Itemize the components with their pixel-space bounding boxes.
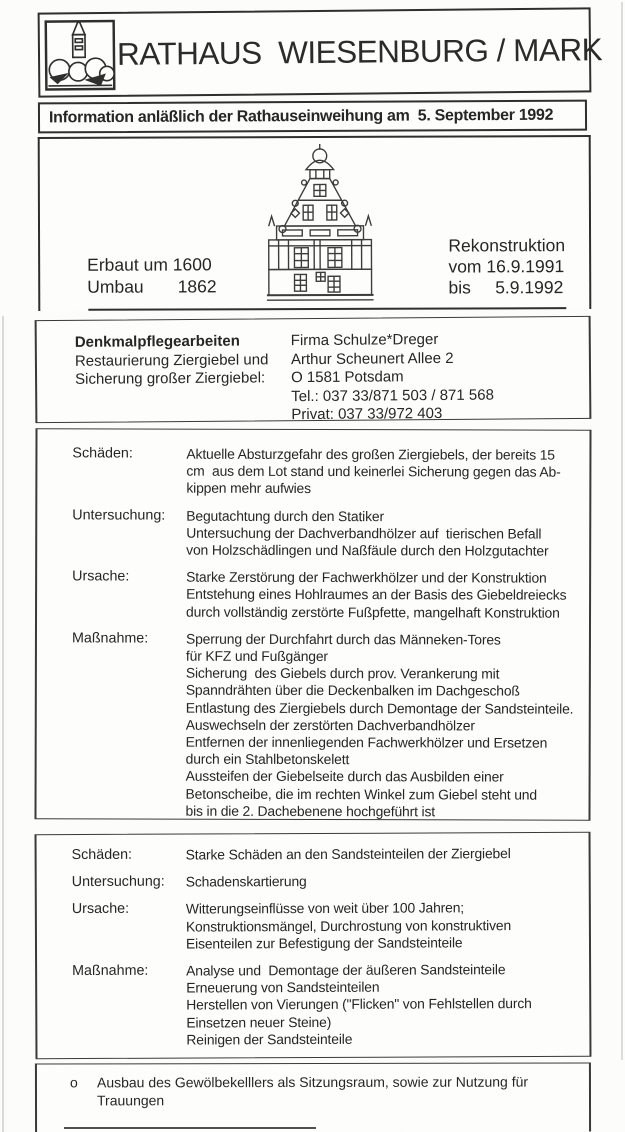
rathaus-facade-drawing	[241, 143, 400, 306]
info-banner	[38, 100, 587, 134]
row-label: Ursache:	[72, 568, 130, 585]
table-row	[37, 445, 589, 498]
contractor-heading: Denkmalpflegearbeiten	[74, 332, 240, 351]
row-text: Schadenskartierung	[185, 873, 307, 890]
row-label: Maßnahme:	[71, 630, 149, 647]
footer-note-panel	[35, 1063, 591, 1132]
bullet-marker: o	[69, 1074, 78, 1091]
row-text: Starke Schäden an den Sandsteinteilen der Ziergiebel	[185, 845, 511, 863]
building-panel	[38, 135, 592, 311]
gable-works-panel	[34, 428, 591, 820]
row-label: Ursache:	[71, 901, 130, 918]
row-text: Begutachtung durch den Statiker Untersuchung der Dachverbandhölzer auf tierischen Befall von Holzschädlingen und Naßfäule durch den Holzgutachter	[186, 507, 549, 559]
contractor-scope: Restaurierung Ziergiebel und Sicherung großer Ziergiebel:	[74, 350, 269, 388]
contractor-panel	[35, 316, 592, 423]
contractor-left-column	[75, 332, 292, 422]
table-row	[37, 845, 589, 865]
row-label: Schäden:	[72, 445, 133, 462]
construction-dates: Erbaut um 1600 Umbau 1862	[87, 254, 217, 297]
info-banner-text: Information anläßlich der Rathauseinweihung am 5. September 1992	[48, 106, 554, 126]
table-row	[37, 507, 589, 560]
header-box	[38, 7, 603, 97]
page-left-edge-line	[2, 316, 4, 1132]
row-text: Aktuelle Absturzgefahr des großen Ziergiebels, der bereits 15 cm aus dem Lot stand und keinerlei Sicherung gegen das Ab- kippen mehr aufwies	[186, 445, 561, 497]
table-row	[37, 568, 589, 621]
sandstone-works-panel	[35, 832, 592, 1059]
page-title: RATHAUS WIESENBURG / MARK	[116, 31, 603, 72]
logo-tower-icon	[44, 18, 117, 91]
row-text: Starke Zerstörung der Fachwerkhölzer und der Konstruktion Entstehung eines Hohlraumes an der Basis des Giebeldreiecks durch vollständig zerstörte Fußpfette, mangelhaft Konstruktion	[186, 568, 567, 621]
reconstruction-dates: Rekonstruktion vom 16.9.1991 bis 5.9.1992	[448, 235, 566, 298]
table-row	[37, 961, 589, 1049]
footer-bottom-line	[64, 1127, 316, 1129]
page-right-edge-line	[621, 2, 623, 1060]
table-row	[36, 630, 588, 821]
row-text: Analyse und Demontage der äußeren Sandsteinteile Erneuerung von Sandsteinteilen Herstellen von Vierungen ("Flicken" von Fehlstellen durch Einsetzen neuer Steine) Reinigen der Sandsteinteile	[186, 961, 532, 1048]
table-row	[37, 899, 589, 953]
footer-note-text: Ausbau des Gewölbekelllers als Sitzungsraum, sowie zur Nutzung für Trauungen	[96, 1073, 529, 1108]
row-label: Untersuchung:	[71, 873, 165, 891]
row-label: Schäden:	[71, 846, 133, 864]
row-text: Sperrung der Durchfahrt durch das Männeken-Tores für KFZ und Fußgänger Sicherung des Giebels durch prov. Verankerung mit Spanndrähten über die Deckenbalken im Dachgeschoß Entlastung des Ziergiebels durch Demontage der Sandsteinteile. Auswechseln der zerstörten Dachverbandhölzer Entfernen der innenliegenden Fachwerkhölzer und Ersetzen durch ein Stahlbetonskelett Aussteifen der Giebelseite durch das Ausbilden einer Betonscheibe, die im rechten Winkel zum Giebel steht und bis in die 2. Dachebenene hochgeführt ist	[185, 630, 574, 820]
contractor-address: Firma Schulze*Dreger Arthur Scheunert Allee 2 O 1581 Potsdam Tel.: 037 33/871 503 / 871 568 Privat: 037 33/972 403	[290, 331, 494, 424]
building-panel-divider	[88, 307, 566, 311]
row-label: Maßnahme:	[72, 962, 149, 980]
row-label: Untersuchung:	[72, 506, 166, 524]
table-row	[37, 872, 589, 892]
row-text: Witterungseinflüsse von weit über 100 Jahren; Konstruktionsmängel, Durchrostung von konstruktiven Eisenteilen zur Befestigung der Sandsteinteile	[185, 899, 512, 952]
